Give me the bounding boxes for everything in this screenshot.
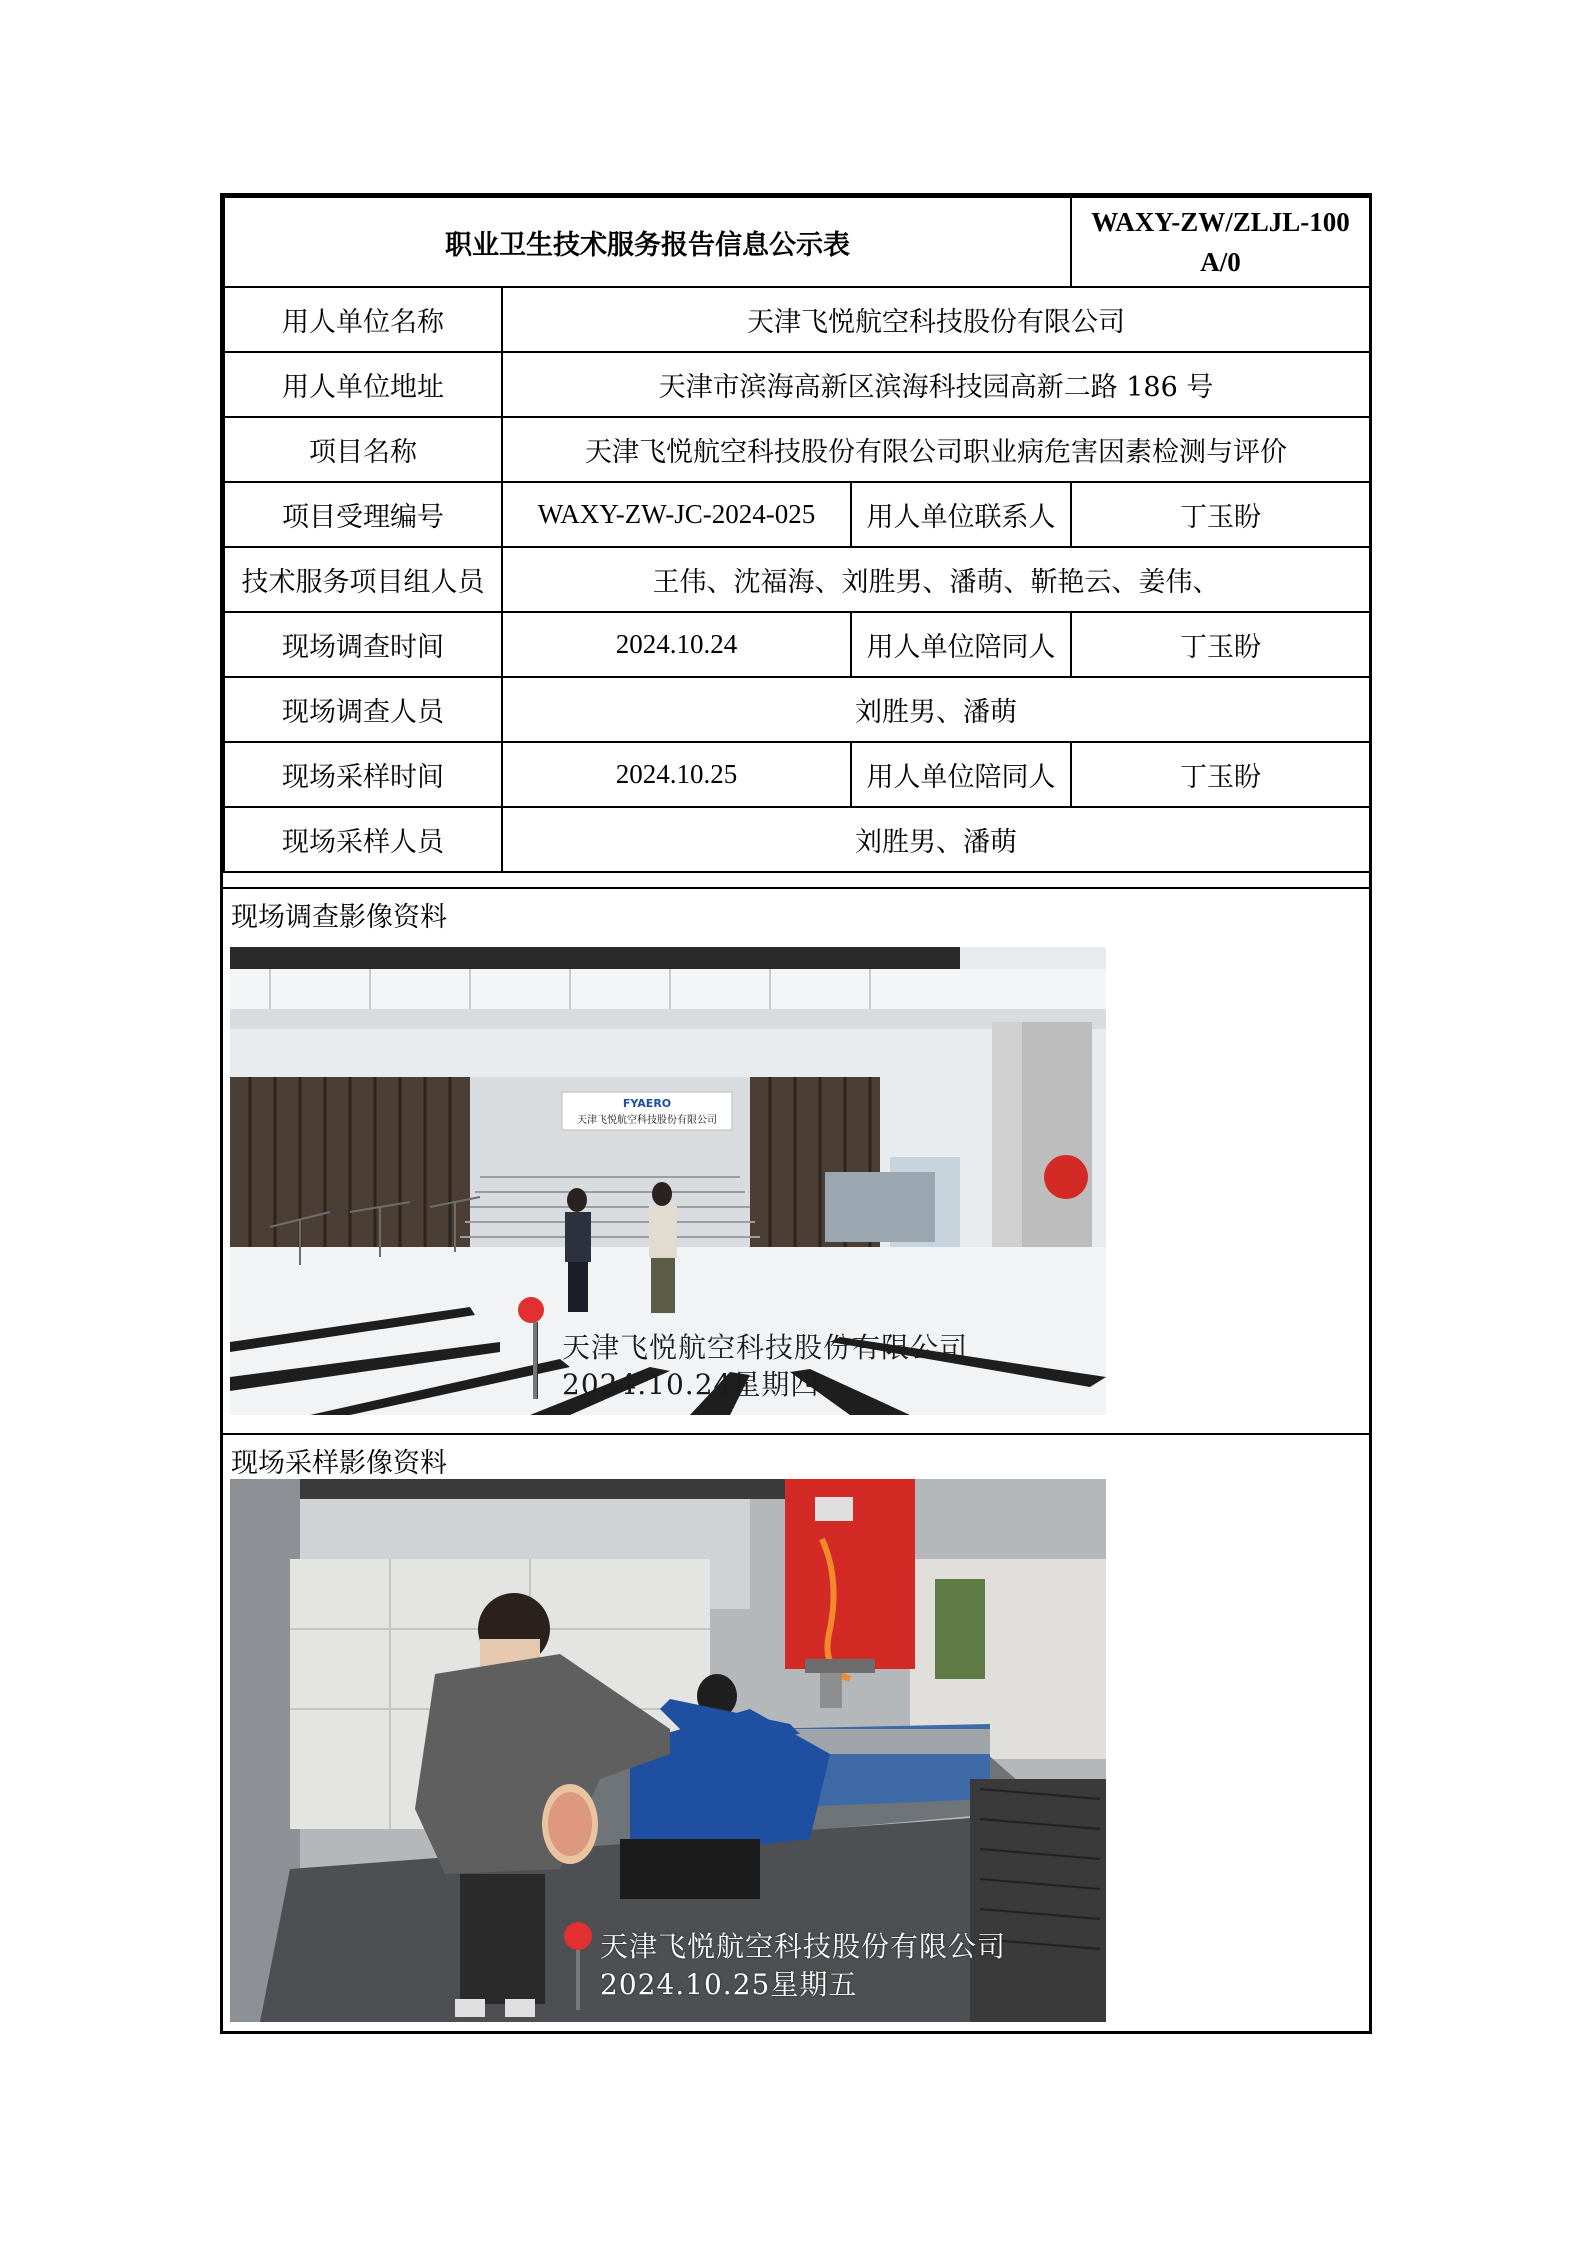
sampling-time-label: 现场采样时间 (224, 742, 502, 807)
unit-name-label: 用人单位名称 (224, 287, 502, 352)
survey-time-value: 2024.10.24 (502, 612, 851, 677)
survey-staff-value: 刘胜男、潘萌 (502, 677, 1370, 742)
sampling-photo-section (223, 1433, 1369, 2034)
unit-address-value: 天津市滨海高新区滨海科技园高新二路 186 号 (502, 352, 1370, 417)
survey-photo-section (223, 887, 1369, 1433)
project-name-label: 项目名称 (224, 417, 502, 482)
info-table (223, 196, 1371, 873)
project-no-label: 项目受理编号 (224, 482, 502, 547)
unit-name-value: 天津飞悦航空科技股份有限公司 (502, 287, 1370, 352)
unit-address-label: 用人单位地址 (224, 352, 502, 417)
survey-staff-label: 现场调查人员 (224, 677, 502, 742)
sampling-escort-label: 用人单位陪同人 (851, 742, 1071, 807)
survey-time-label: 现场调查时间 (224, 612, 502, 677)
form-code: WAXY-ZW/ZLJL-100 A/0 (1071, 197, 1370, 287)
contact-label: 用人单位联系人 (851, 482, 1071, 547)
project-name-value: 天津飞悦航空科技股份有限公司职业病危害因素检测与评价 (502, 417, 1370, 482)
disclosure-form (220, 193, 1372, 2034)
survey-photo-label: 现场调查影像资料 (231, 902, 447, 933)
sign-company-text: 天津飞悦航空科技股份有限公司 (577, 1115, 717, 1126)
team-label: 技术服务项目组人员 (224, 547, 502, 612)
survey-overlay-company: 天津飞悦航空科技股份有限公司 (562, 1331, 969, 1364)
survey-photo (230, 947, 1106, 1415)
sampling-photo-label: 现场采样影像资料 (231, 1448, 447, 1479)
sampling-time-value: 2024.10.25 (502, 742, 851, 807)
team-value: 王伟、沈福海、刘胜男、潘萌、靳艳云、姜伟、 (502, 547, 1370, 612)
sampling-staff-value: 刘胜男、潘萌 (502, 807, 1370, 872)
survey-overlay-date: 2024.10.24星期四 (562, 1368, 820, 1401)
sampling-overlay-date: 2024.10.25星期五 (600, 1968, 858, 2001)
sampling-escort-value: 丁玉盼 (1071, 742, 1370, 807)
form-title: 职业卫生技术服务报告信息公示表 (224, 197, 1071, 287)
sampling-overlay-company: 天津飞悦航空科技股份有限公司 (600, 1930, 1007, 1963)
sampling-staff-label: 现场采样人员 (224, 807, 502, 872)
survey-escort-value: 丁玉盼 (1071, 612, 1370, 677)
sign-logo-text: FYAERO (622, 1097, 672, 1110)
sampling-photo (230, 1479, 1106, 2022)
contact-value: 丁玉盼 (1071, 482, 1370, 547)
project-no-value: WAXY-ZW-JC-2024-025 (502, 482, 851, 547)
survey-escort-label: 用人单位陪同人 (851, 612, 1071, 677)
